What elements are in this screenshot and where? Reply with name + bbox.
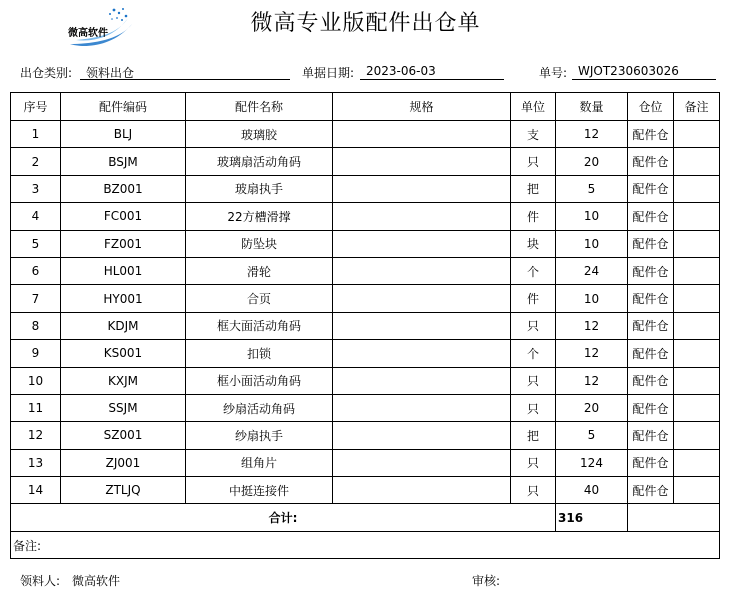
cell-qty: 12	[556, 340, 628, 367]
cell-no: 3	[11, 175, 61, 202]
cell-qty: 10	[556, 285, 628, 312]
cell-no: 12	[11, 422, 61, 449]
cell-name: 玻扇执手	[186, 175, 333, 202]
cell-note	[674, 257, 720, 284]
cell-no: 11	[11, 394, 61, 421]
cell-name: 框小面活动角码	[186, 367, 333, 394]
cell-code: SSJM	[61, 394, 186, 421]
cell-qty: 20	[556, 394, 628, 421]
cell-unit: 件	[511, 203, 556, 230]
cell-code: BLJ	[61, 121, 186, 148]
table-row	[11, 449, 720, 476]
cell-no: 8	[11, 312, 61, 339]
cell-name: 框大面活动角码	[186, 312, 333, 339]
table-row	[11, 477, 720, 504]
cell-code: BZ001	[61, 175, 186, 202]
number-label: 单号:	[539, 66, 568, 80]
cell-spec	[333, 230, 511, 257]
cell-spec	[333, 367, 511, 394]
cell-unit: 只	[511, 477, 556, 504]
cell-note	[674, 340, 720, 367]
table-row	[11, 230, 720, 257]
cell-code: KDJM	[61, 312, 186, 339]
cell-spec	[333, 285, 511, 312]
cell-no: 5	[11, 230, 61, 257]
cell-qty: 124	[556, 449, 628, 476]
cell-name: 中挺连接件	[186, 477, 333, 504]
cell-spec	[333, 449, 511, 476]
cell-note	[674, 203, 720, 230]
cell-code: BSJM	[61, 148, 186, 175]
cell-loc: 配件仓	[628, 148, 674, 175]
cell-qty: 12	[556, 367, 628, 394]
cell-no: 10	[11, 367, 61, 394]
cell-spec	[333, 394, 511, 421]
cell-spec	[333, 340, 511, 367]
cell-loc: 配件仓	[628, 394, 674, 421]
column-header: 序号	[11, 93, 61, 121]
cell-code: KS001	[61, 340, 186, 367]
cell-code: ZTLJQ	[61, 477, 186, 504]
cell-loc: 配件仓	[628, 257, 674, 284]
cell-note	[674, 121, 720, 148]
cell-unit: 把	[511, 422, 556, 449]
cell-loc: 配件仓	[628, 175, 674, 202]
cell-note	[674, 449, 720, 476]
cell-code: SZ001	[61, 422, 186, 449]
total-row	[11, 504, 720, 532]
cell-spec	[333, 477, 511, 504]
cell-spec	[333, 312, 511, 339]
cell-loc: 配件仓	[628, 340, 674, 367]
column-header: 仓位	[628, 93, 674, 121]
cell-code: FZ001	[61, 230, 186, 257]
table-row	[11, 203, 720, 230]
table-row	[11, 175, 720, 202]
cell-name: 合页	[186, 285, 333, 312]
logo-text: 微高软件	[68, 28, 108, 39]
cell-qty: 12	[556, 312, 628, 339]
cell-qty: 20	[556, 148, 628, 175]
cell-note	[674, 367, 720, 394]
cell-unit: 只	[511, 148, 556, 175]
remark-row	[11, 532, 720, 559]
date-value: 2023-06-03	[360, 64, 504, 80]
cell-no: 2	[11, 148, 61, 175]
total-empty	[628, 504, 720, 532]
cell-loc: 配件仓	[628, 477, 674, 504]
cell-note	[674, 312, 720, 339]
cell-unit: 个	[511, 340, 556, 367]
cell-loc: 配件仓	[628, 285, 674, 312]
column-header: 数量	[556, 93, 628, 121]
cell-unit: 件	[511, 285, 556, 312]
cell-note	[674, 394, 720, 421]
reviewer-label: 审核:	[472, 574, 501, 588]
total-label: 合计:	[11, 504, 556, 532]
cell-name: 纱扇执手	[186, 422, 333, 449]
table-row	[11, 340, 720, 367]
cell-qty: 5	[556, 422, 628, 449]
cell-name: 组角片	[186, 449, 333, 476]
cell-no: 1	[11, 121, 61, 148]
cell-unit: 只	[511, 367, 556, 394]
table-row	[11, 285, 720, 312]
column-header: 配件名称	[186, 93, 333, 121]
cell-loc: 配件仓	[628, 449, 674, 476]
cell-loc: 配件仓	[628, 230, 674, 257]
cell-name: 玻璃扇活动角码	[186, 148, 333, 175]
cell-qty: 10	[556, 203, 628, 230]
cell-code: ZJ001	[61, 449, 186, 476]
cell-name: 纱扇活动角码	[186, 394, 333, 421]
cell-name: 防坠块	[186, 230, 333, 257]
cell-spec	[333, 148, 511, 175]
cell-note	[674, 285, 720, 312]
cell-loc: 配件仓	[628, 312, 674, 339]
cell-no: 13	[11, 449, 61, 476]
cell-spec	[333, 121, 511, 148]
cell-loc: 配件仓	[628, 121, 674, 148]
cell-code: HL001	[61, 257, 186, 284]
remark-label: 备注:	[11, 532, 720, 559]
total-qty: 316	[556, 504, 628, 532]
table-row	[11, 367, 720, 394]
cell-spec	[333, 203, 511, 230]
cell-loc: 配件仓	[628, 367, 674, 394]
column-header: 配件编码	[61, 93, 186, 121]
cell-note	[674, 175, 720, 202]
cell-unit: 块	[511, 230, 556, 257]
cell-code: FC001	[61, 203, 186, 230]
date-label: 单据日期:	[302, 66, 355, 80]
table-row	[11, 121, 720, 148]
column-header: 单位	[511, 93, 556, 121]
cell-unit: 只	[511, 449, 556, 476]
cell-code: HY001	[61, 285, 186, 312]
cell-spec	[333, 175, 511, 202]
category-value: 领料出仓	[80, 64, 290, 80]
cell-qty: 10	[556, 230, 628, 257]
cell-note	[674, 148, 720, 175]
category-label: 出仓类别:	[20, 66, 73, 80]
parts-table	[10, 92, 720, 559]
column-header: 规格	[333, 93, 511, 121]
cell-no: 9	[11, 340, 61, 367]
number-value: WJOT230603026	[572, 64, 716, 80]
cell-spec	[333, 257, 511, 284]
cell-no: 6	[11, 257, 61, 284]
cell-unit: 只	[511, 394, 556, 421]
table-header-row	[11, 93, 720, 121]
cell-name: 玻璃胶	[186, 121, 333, 148]
cell-code: KXJM	[61, 367, 186, 394]
cell-loc: 配件仓	[628, 422, 674, 449]
receiver-value: 微高软件	[72, 574, 121, 588]
cell-qty: 5	[556, 175, 628, 202]
cell-no: 7	[11, 285, 61, 312]
cell-spec	[333, 422, 511, 449]
cell-unit: 只	[511, 312, 556, 339]
page-title: 微高专业版配件出仓单	[250, 11, 481, 36]
cell-unit: 支	[511, 121, 556, 148]
table-row	[11, 422, 720, 449]
cell-loc: 配件仓	[628, 203, 674, 230]
receiver-label: 领料人:	[20, 574, 61, 588]
cell-unit: 把	[511, 175, 556, 202]
cell-note	[674, 422, 720, 449]
column-header: 备注	[674, 93, 720, 121]
table-row	[11, 148, 720, 175]
table-row	[11, 257, 720, 284]
cell-note	[674, 230, 720, 257]
table-row	[11, 394, 720, 421]
cell-name: 22方槽滑撑	[186, 203, 333, 230]
cell-name: 扣锁	[186, 340, 333, 367]
cell-note	[674, 477, 720, 504]
cell-qty: 40	[556, 477, 628, 504]
cell-no: 14	[11, 477, 61, 504]
cell-qty: 24	[556, 257, 628, 284]
cell-no: 4	[11, 203, 61, 230]
cell-name: 滑轮	[186, 257, 333, 284]
table-row	[11, 312, 720, 339]
cell-unit: 个	[511, 257, 556, 284]
cell-qty: 12	[556, 121, 628, 148]
